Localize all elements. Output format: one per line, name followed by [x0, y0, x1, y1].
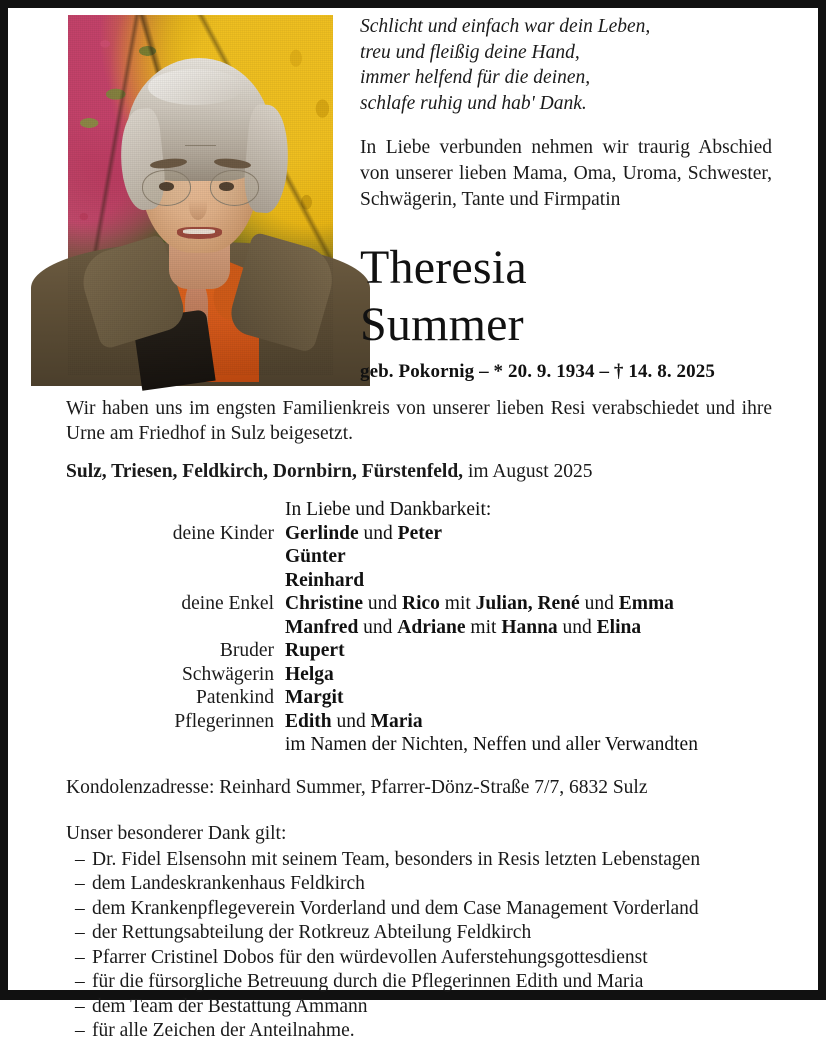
right-column [360, 14, 772, 383]
thanks-item [75, 1019, 772, 1044]
family-value: im Namen der Nichten, Neffen und aller Verwandten [285, 734, 698, 755]
bullet-dash: – [75, 873, 85, 894]
family-label: Bruder [219, 640, 274, 661]
portrait-photo [68, 15, 333, 375]
thanks-item-text: für die fürsorgliche Betreuung durch die Pflegerinnen Edith und Maria [92, 971, 644, 992]
family-list [66, 498, 772, 757]
family-label [66, 545, 285, 569]
family-value: Helga [285, 663, 334, 685]
family-row [66, 686, 772, 710]
farewell-paragraph: Wir haben uns im engsten Familienkreis von unserer lieben Resi verabschiedet und ihre Urne am Friedhof in Sulz beigesetzt. [66, 398, 772, 444]
family-heading: In Liebe und Dankbarkeit: [285, 499, 492, 520]
thanks-item [75, 995, 772, 1020]
thanks-item-text: dem Team der Bestattung Ammann [92, 995, 368, 1017]
family-value: Christine und Rico mit Julian, René und Emma [285, 593, 674, 614]
top-block [8, 8, 818, 383]
thanks-title: Unser besonderer Dank gilt: [66, 822, 287, 844]
thanks-item [75, 921, 772, 946]
thanks-item-text: dem Landeskrankenhaus Feldkirch [92, 873, 365, 894]
thanks-item-text: dem Krankenpflegeverein Vorderland und dem Case Management Vorderland [92, 897, 699, 919]
photo-print-grain [68, 15, 333, 375]
bullet-dash: – [75, 1020, 85, 1041]
bullet-dash: – [75, 922, 85, 943]
family-row [66, 592, 772, 616]
thanks-item [75, 897, 772, 922]
verse-line: immer helfend für die deinen, [360, 67, 591, 88]
family-row [66, 663, 772, 687]
thanks-item [75, 872, 772, 897]
family-value: Reinhard [285, 569, 365, 591]
places-line [66, 459, 772, 484]
family-row-heading [66, 498, 772, 522]
family-row [66, 569, 772, 593]
thanks-item-text: für alle Zeichen der Anteilnahme. [92, 1020, 355, 1041]
thanks-item-text: Dr. Fidel Elsensohn mit seinem Team, besonders in Resis letzten Lebenstagen [92, 848, 701, 870]
family-label: Pflegerinnen [174, 710, 274, 732]
family-row [66, 522, 772, 546]
thanks-item [75, 946, 772, 971]
family-label [66, 616, 285, 640]
verse-line: Schlicht und einfach war dein Leben, [360, 16, 651, 37]
bullet-dash: – [75, 848, 85, 870]
notice-inner [8, 8, 818, 1041]
thanks-list [66, 848, 772, 1044]
photo-scene [68, 15, 333, 375]
family-label: Patenkind [196, 687, 274, 708]
verse-line: schlafe ruhig und hab' Dank. [360, 92, 587, 114]
family-value: Manfred und Adriane mit Hanna und Elina [285, 616, 642, 638]
places-list: Sulz, Triesen, Feldkirch, Dornbirn, Fürstenfeld, [66, 461, 464, 482]
family-label: deine Enkel [181, 593, 274, 614]
family-value: Günter [285, 546, 346, 567]
deceased-dates: geb. Pokornig – * 20. 9. 1934 – † 14. 8. 2025 [360, 361, 715, 382]
family-value: Margit [285, 687, 344, 708]
family-label: Schwägerin [181, 663, 274, 685]
family-list-body [66, 498, 772, 757]
notice-body [66, 396, 772, 1044]
bullet-dash: – [75, 995, 85, 1017]
bullet-dash: – [75, 897, 85, 919]
thanks-item-text: der Rettungsabteilung der Rotkreuz Abteilung Feldkirch [92, 922, 532, 943]
memorial-verse [360, 14, 772, 116]
condolence-address: Kondolenzadresse: Reinhard Summer, Pfarrer-Dönz-Straße 7/7, 6832 Sulz [66, 776, 648, 798]
family-row [66, 545, 772, 569]
family-row [66, 733, 772, 757]
family-label [66, 569, 285, 593]
family-value: Edith und Maria [285, 710, 423, 732]
bullet-dash: – [75, 971, 85, 992]
places-date: im August 2025 [463, 461, 593, 482]
family-label [66, 498, 285, 522]
family-row [66, 639, 772, 663]
thanks-item [75, 970, 772, 995]
family-row [66, 616, 772, 640]
thanks-item [75, 848, 772, 873]
intro-paragraph: In Liebe verbunden nehmen wir traurig Abschied von unserer lieben Mama, Oma, Uroma, Schwester, Schwägerin, Tante und Firmpatin [360, 137, 772, 210]
bullet-dash: – [75, 946, 85, 968]
verse-line: treu und fleißig deine Hand, [360, 41, 580, 63]
deceased-name-block [360, 239, 772, 383]
family-row [66, 710, 772, 734]
deceased-given-name: Theresia [360, 241, 527, 294]
thanks-item-text: Pfarrer Cristinel Dobos für den würdevollen Auferstehungsgottesdienst [92, 946, 648, 968]
family-label [66, 733, 285, 757]
family-value: Rupert [285, 640, 345, 661]
deceased-family-name: Summer [360, 298, 524, 351]
family-label: deine Kinder [172, 522, 274, 544]
family-value: Gerlinde und Peter [285, 522, 443, 544]
